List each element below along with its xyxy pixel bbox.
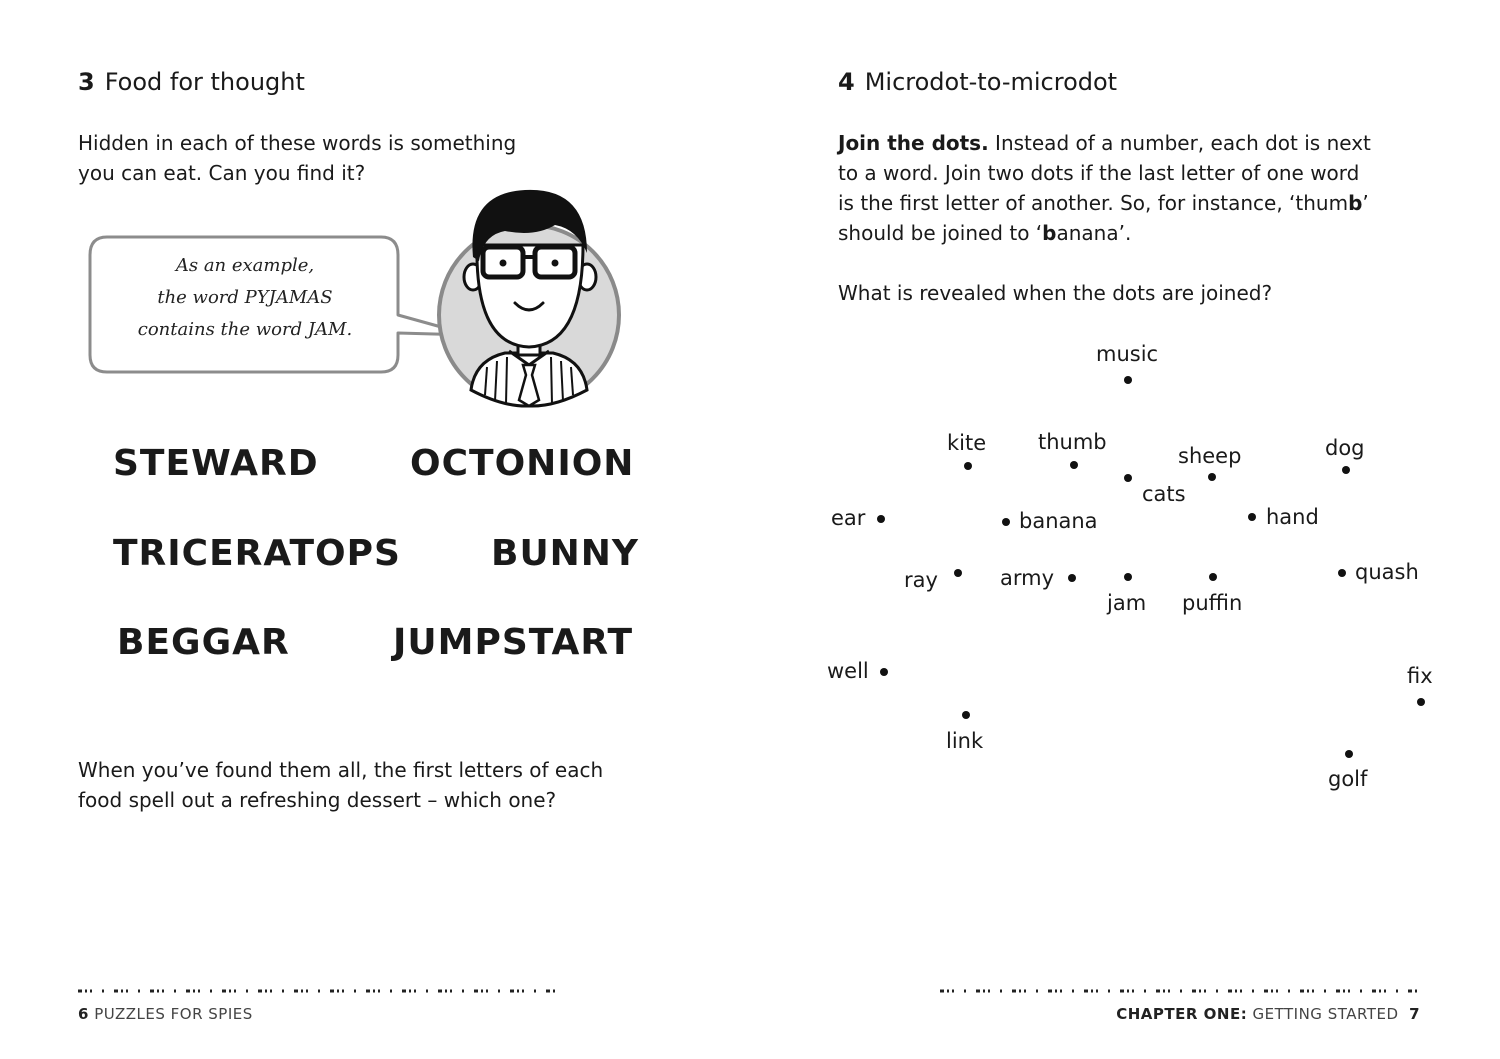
intro-bold-letter: b [1042, 221, 1057, 245]
puzzle-4-question: What is revealed when the dots are joined? [838, 281, 1273, 305]
puzzle-number: 3 [78, 68, 95, 96]
dot-label-well: well [827, 659, 869, 683]
dot-puffin [1209, 573, 1217, 581]
dot-label-banana: banana [1019, 509, 1098, 533]
intro-line: to a word. Join two dots if the last letter of one word [838, 161, 1360, 185]
puzzle-word: BEGGAR [117, 622, 290, 663]
question-line: When you’ve found them all, the first letters of each [78, 758, 604, 782]
dot-music [1124, 376, 1132, 384]
intro-text: ’ [1362, 191, 1369, 215]
dot-label-fix: fix [1407, 664, 1433, 688]
dot-thumb [1070, 461, 1078, 469]
dot-fix [1417, 698, 1425, 706]
speech-bubble-text [95, 250, 395, 346]
puzzle-title: Food for thought [104, 68, 305, 96]
dot-label-army: army [1000, 566, 1055, 590]
dot-banana [1002, 518, 1010, 526]
dot-link [962, 711, 970, 719]
puzzle-word: TRICERATOPS [113, 533, 401, 574]
footer-right [1116, 1005, 1420, 1023]
dot-ear [877, 515, 885, 523]
morse-divider [940, 988, 1420, 994]
dot-kite [964, 462, 972, 470]
dot-label-sheep: sheep [1178, 444, 1242, 468]
dot-label-hand: hand [1266, 505, 1319, 529]
puzzle-number: 4 [838, 68, 855, 96]
puzzle-4-intro [838, 128, 1418, 248]
morse-divider [78, 988, 558, 994]
intro-line [838, 128, 1418, 158]
dot-ray [954, 569, 962, 577]
intro-text: Instead of a number, each dot is next [988, 131, 1371, 155]
spy-avatar [464, 190, 596, 406]
puzzle-4-heading [838, 68, 1117, 96]
dot-label-dog: dog [1325, 436, 1365, 460]
puzzle-3-heading [78, 68, 305, 96]
dot-label-link: link [946, 729, 984, 753]
dot-dog [1342, 466, 1350, 474]
chapter-title: GETTING STARTED [1252, 1005, 1399, 1023]
puzzle-word: OCTONION [410, 443, 635, 484]
intro-line [838, 218, 1418, 248]
intro-text: anana’. [1056, 221, 1132, 245]
intro-line: you can eat. Can you find it? [78, 161, 366, 185]
chapter-label: CHAPTER ONE: [1116, 1005, 1248, 1023]
bubble-line: As an example, [175, 255, 315, 276]
dot-label-puffin: puffin [1182, 591, 1243, 615]
intro-text: is the first letter of another. So, for instance, ‘thum [838, 191, 1349, 215]
intro-bold-letter: b [1348, 191, 1363, 215]
page-number: 6 [78, 1005, 89, 1023]
dot-label-cats: cats [1142, 482, 1186, 506]
intro-line [838, 188, 1418, 218]
dot-label-golf: golf [1328, 767, 1368, 791]
dot-army [1068, 574, 1076, 582]
bubble-line: contains the word JAM. [137, 319, 353, 340]
intro-line: Hidden in each of these words is something [78, 131, 517, 155]
dot-label-thumb: thumb [1038, 430, 1107, 454]
dot-hand [1248, 513, 1256, 521]
dot-label-music: music [1096, 342, 1159, 366]
dot-sheep [1208, 473, 1216, 481]
puzzle-3-intro [78, 128, 516, 188]
puzzle-3-question [78, 755, 603, 815]
dot-quash [1338, 569, 1346, 577]
question-line: food spell out a refreshing dessert – which one? [78, 788, 557, 812]
footer-left [78, 1005, 253, 1023]
dot-label-kite: kite [947, 431, 987, 455]
dot-jam [1124, 573, 1132, 581]
dot-cats [1124, 474, 1132, 482]
dot-label-jam: jam [1107, 591, 1147, 615]
bubble-line: the word PYJAMAS [157, 287, 333, 308]
puzzle-word: STEWARD [113, 443, 319, 484]
intro-text: should be joined to ‘ [838, 221, 1043, 245]
puzzle-word: JUMPSTART [393, 622, 634, 663]
puzzle-title: Microdot-to-microdot [864, 68, 1118, 96]
page-number: 7 [1409, 1005, 1420, 1023]
dot-label-quash: quash [1355, 560, 1419, 584]
puzzle-word: BUNNY [491, 533, 639, 574]
dot-label-ear: ear [831, 506, 866, 530]
book-title: PUZZLES FOR SPIES [94, 1005, 253, 1023]
dot-label-ray: ray [904, 568, 938, 592]
intro-bold-lead: Join the dots. [838, 131, 989, 155]
dot-golf [1345, 750, 1353, 758]
dot-well [880, 668, 888, 676]
